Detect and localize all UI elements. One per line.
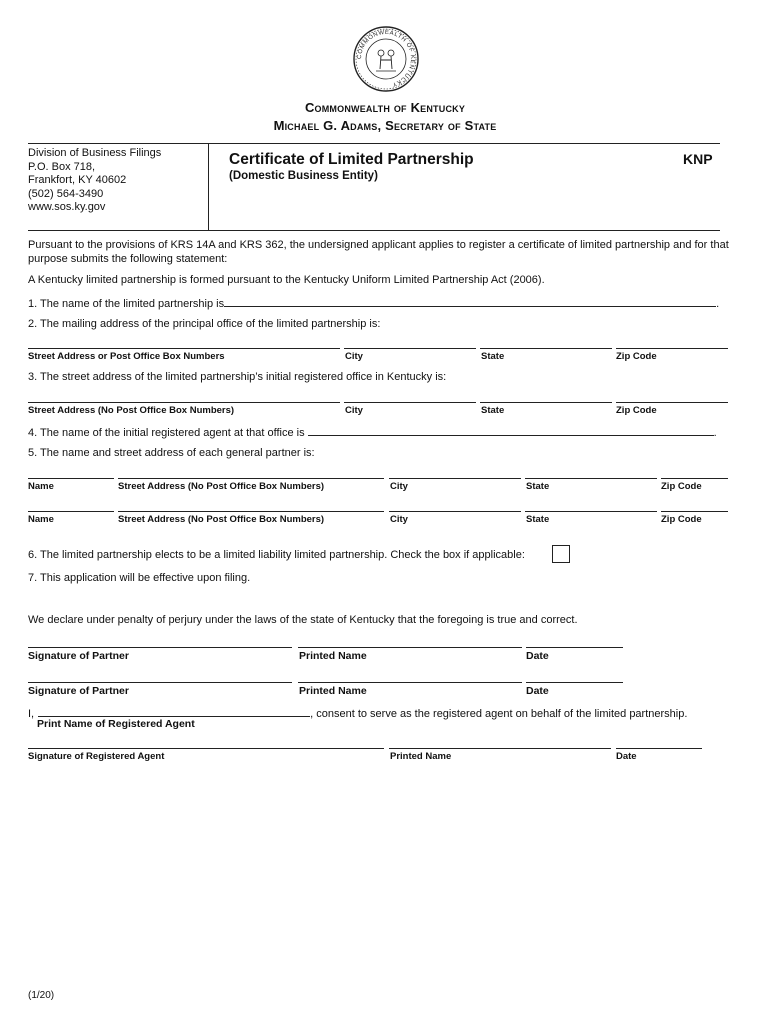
gp1-city-field[interactable] bbox=[389, 478, 521, 479]
label-reg-zip: Zip Code bbox=[616, 405, 657, 416]
label-mail-zip: Zip Code bbox=[616, 351, 657, 362]
state-seal bbox=[352, 25, 420, 93]
label-gp1-city: City bbox=[390, 481, 408, 492]
gp1-name-field[interactable] bbox=[28, 478, 114, 479]
revision-code: (1/20) bbox=[28, 990, 55, 1001]
label-agent-print-name: Print Name of Registered Agent bbox=[37, 718, 195, 730]
label-gp2-state: State bbox=[526, 514, 550, 525]
reg-street-field[interactable] bbox=[28, 402, 340, 403]
gp2-zip-field[interactable] bbox=[661, 511, 728, 512]
seal-text: COMMONWEALTH OF KENTUCKY bbox=[356, 29, 416, 88]
form-subtitle: (Domestic Business Entity) bbox=[229, 170, 378, 182]
agent-prefix: I, bbox=[28, 708, 35, 720]
agent-printed-field[interactable] bbox=[389, 748, 611, 749]
form-code: KNP bbox=[683, 151, 713, 167]
office-address bbox=[28, 147, 161, 215]
partner1-printed-field[interactable] bbox=[298, 647, 522, 648]
agent-date-field[interactable] bbox=[616, 748, 702, 749]
label-gp1-name: Name bbox=[28, 481, 54, 492]
label-reg-city: City bbox=[345, 405, 363, 416]
agent-signature-field[interactable] bbox=[28, 748, 384, 749]
item-6: 6. The limited partnership elects to be a limited liability limited partnership. Check the box if applicable: bbox=[28, 549, 525, 561]
item-2: 2. The mailing address of the principal office of the limited partnership is: bbox=[28, 318, 381, 330]
label-gp2-city: City bbox=[390, 514, 408, 525]
label-reg-street: Street Address (No Post Office Box Numbers) bbox=[28, 405, 235, 416]
reg-state-field[interactable] bbox=[480, 402, 612, 403]
item-5: 5. The name and street address of each general partner is: bbox=[28, 447, 315, 459]
label-gp1-street: Street Address (No Post Office Box Numbers) bbox=[118, 481, 325, 492]
partner2-printed-field[interactable] bbox=[298, 682, 522, 683]
partner1-date-field[interactable] bbox=[526, 647, 623, 648]
mail-state-field[interactable] bbox=[480, 348, 612, 349]
partnership-name-field[interactable] bbox=[224, 296, 716, 307]
partner2-signature-field[interactable] bbox=[28, 682, 292, 683]
kentucky-seal-icon bbox=[352, 25, 420, 93]
mail-zip-field[interactable] bbox=[616, 348, 728, 349]
label-partner2-date: Date bbox=[526, 685, 549, 697]
label-gp2-name: Name bbox=[28, 514, 54, 525]
reg-zip-field[interactable] bbox=[616, 402, 728, 403]
gp2-street-field[interactable] bbox=[118, 511, 384, 512]
label-agent-date: Date bbox=[616, 751, 637, 762]
office-line: P.O. Box 718, bbox=[28, 160, 96, 173]
partner2-date-field[interactable] bbox=[526, 682, 623, 683]
agent-name-field[interactable] bbox=[38, 706, 310, 717]
label-gp2-zip: Zip Code bbox=[661, 514, 702, 525]
label-gp2-street: Street Address (No Post Office Box Numbers) bbox=[118, 514, 325, 525]
gp1-street-field[interactable] bbox=[118, 478, 384, 479]
office-line: Frankfort, KY 40602 bbox=[28, 174, 127, 186]
label-agent-printed: Printed Name bbox=[390, 751, 452, 762]
registered-agent-field[interactable] bbox=[308, 425, 714, 436]
item-1-text: 1. The name of the limited partnership is bbox=[28, 298, 225, 310]
label-agent-signature: Signature of Registered Agent bbox=[28, 751, 165, 762]
item-4-text: 4. The name of the initial registered agent at that office is bbox=[28, 427, 305, 439]
header-rule bbox=[28, 143, 720, 144]
formed-statement: A Kentucky limited partnership is formed pursuant to the Kentucky Uniform Limited Partnership Act (2006). bbox=[28, 274, 545, 286]
gp1-zip-field[interactable] bbox=[661, 478, 728, 479]
gp2-city-field[interactable] bbox=[389, 511, 521, 512]
header-bottom-rule bbox=[28, 230, 720, 231]
header-commonwealth: Commonwealth of Kentucky bbox=[304, 100, 466, 115]
header-divider bbox=[208, 143, 209, 231]
label-mail-city: City bbox=[345, 351, 363, 362]
label-partner1-signature: Signature of Partner bbox=[28, 650, 129, 662]
gp2-state-field[interactable] bbox=[525, 511, 657, 512]
office-line: Division of Business Filings bbox=[28, 147, 162, 159]
label-gp1-state: State bbox=[526, 481, 550, 492]
lllp-checkbox[interactable] bbox=[552, 545, 570, 563]
header-secretary: Michael G. Adams, Secretary of State bbox=[273, 118, 497, 133]
label-partner1-date: Date bbox=[526, 650, 549, 662]
form-title: Certificate of Limited Partnership bbox=[229, 151, 474, 168]
label-partner1-printed: Printed Name bbox=[299, 650, 367, 662]
office-line: (502) 564-3490 bbox=[28, 187, 104, 200]
agent-consent-text: , consent to serve as the registered agent on behalf of the limited partnership. bbox=[310, 708, 688, 720]
label-reg-state: State bbox=[481, 405, 505, 416]
intro-paragraph: Pursuant to the provisions of KRS 14A and KRS 362, the undersigned applicant applies to register a certificate of limited partnership and for that purpose submits the following statement: bbox=[28, 239, 729, 265]
gp2-name-field[interactable] bbox=[28, 511, 114, 512]
item-7: 7. This application will be effective upon filing. bbox=[28, 572, 251, 584]
item-3: 3. The street address of the limited partnership’s initial registered office in Kentucky is: bbox=[28, 371, 447, 383]
label-mail-street: Street Address or Post Office Box Numbers bbox=[28, 351, 225, 362]
office-line: www.sos.ky.gov bbox=[28, 201, 106, 213]
label-partner2-printed: Printed Name bbox=[299, 685, 367, 697]
label-mail-state: State bbox=[481, 351, 505, 362]
mail-street-field[interactable] bbox=[28, 348, 340, 349]
mail-city-field[interactable] bbox=[344, 348, 476, 349]
reg-city-field[interactable] bbox=[344, 402, 476, 403]
label-partner2-signature: Signature of Partner bbox=[28, 685, 129, 697]
gp1-state-field[interactable] bbox=[525, 478, 657, 479]
item-1: 1. The name of the limited partnership is . bbox=[28, 298, 720, 310]
item-4: 4. The name of the initial registered agent at that office is . bbox=[28, 427, 717, 439]
label-gp1-zip: Zip Code bbox=[661, 481, 702, 492]
declaration: We declare under penalty of perjury under the laws of the state of Kentucky that the foregoing is true and correct. bbox=[28, 614, 578, 626]
partner1-signature-field[interactable] bbox=[28, 647, 292, 648]
